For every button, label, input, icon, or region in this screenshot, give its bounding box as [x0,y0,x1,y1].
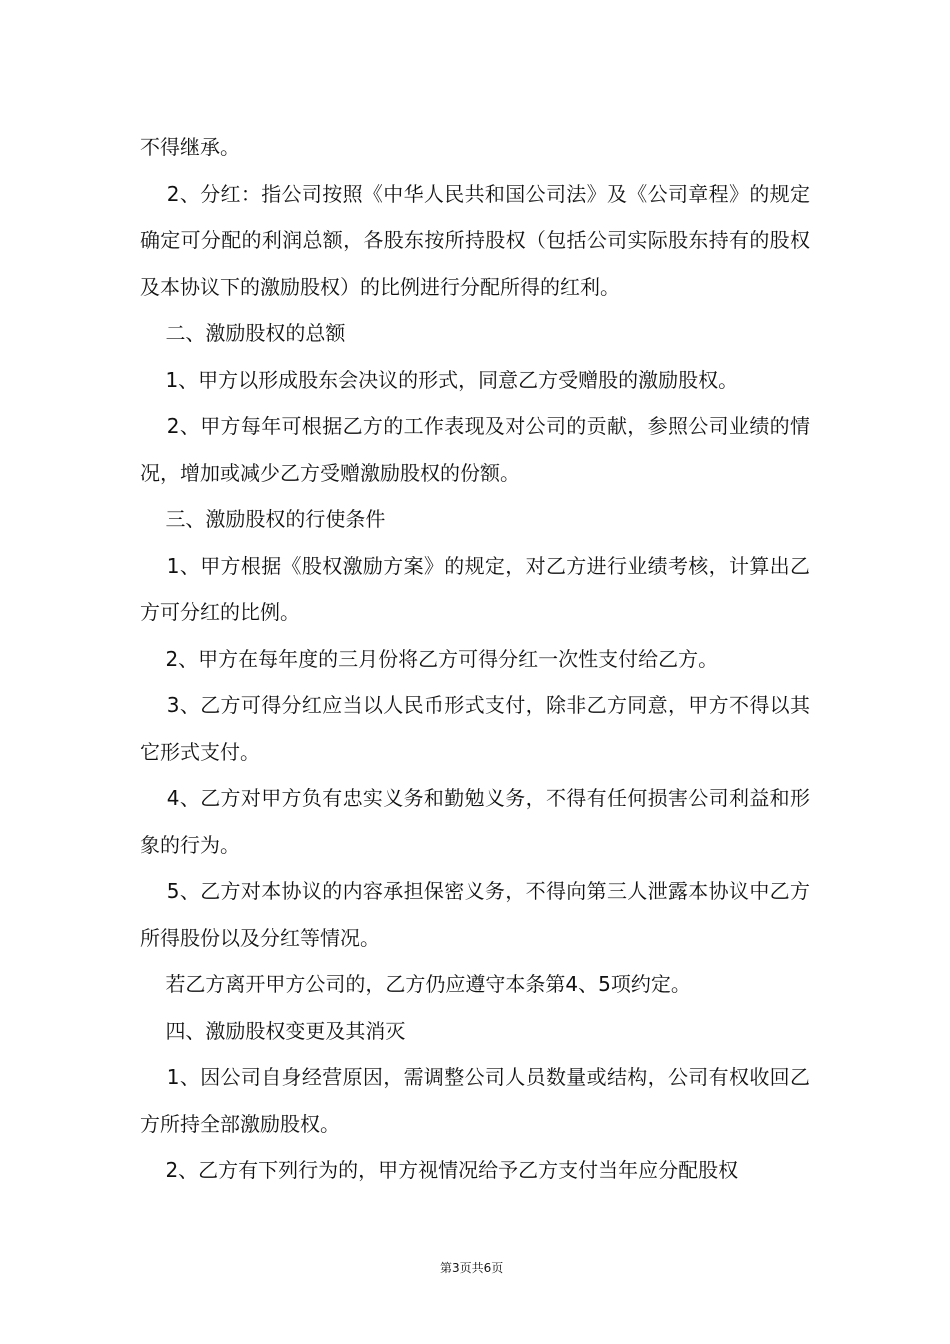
paragraph-continuation: 不得继承。 [140,135,240,159]
document-body [140,124,810,1194]
paragraph-3-1: 1、甲方根据《股权激励方案》的规定，对乙方进行业绩考核，计算出乙方可分红的比例。 [140,553,810,624]
paragraph-2-2: 2、甲方每年可根据乙方的工作表现及对公司的贡献，参照公司业绩的情况，增加或减少乙方受赠激励股权的份额。 [140,414,810,485]
paragraph-dividend-definition: 2、分红：指公司按照《中华人民共和国公司法》及《公司章程》的规定确定可分配的利润总额，各股东按所持股权（包括公司实际股东持有的股权及本协议下的激励股权）的比例进行分配所得的红利。 [140,181,810,299]
paragraph-4-1: 1、因公司自身经营原因，需调整公司人员数量或结构，公司有权收回乙方所持全部激励股权。 [140,1065,810,1136]
paragraph-3-note: 若乙方离开甲方公司的，乙方仍应遵守本条第4、5项约定。 [140,972,691,996]
section-heading-2: 二、激励股权的总额 [140,321,346,345]
paragraph-4-2: 2、乙方有下列行为的，甲方视情况给予乙方支付当年应分配股权 [140,1158,739,1182]
section-heading-4: 四、激励股权变更及其消灭 [140,1018,406,1043]
paragraph-3-4: 4、乙方对甲方负有忠实义务和勤勉义务，不得有任何损害公司利益和形象的行为。 [140,786,810,857]
paragraph-2-1: 1、甲方以形成股东会决议的形式，同意乙方受赠股的激励股权。 [140,367,739,392]
section-heading-3: 三、激励股权的行使条件 [140,507,386,531]
page-number: 第3页共6页 [440,1261,504,1275]
paragraph-3-3: 3、乙方可得分红应当以人民币形式支付，除非乙方同意，甲方不得以其它形式支付。 [140,693,810,764]
paragraph-3-2: 2、甲方在每年度的三月份将乙方可得分红一次性支付给乙方。 [140,646,719,671]
paragraph-3-5: 5、乙方对本协议的内容承担保密义务，不得向第三人泄露本协议中乙方所得股份以及分红等情况。 [140,879,810,950]
